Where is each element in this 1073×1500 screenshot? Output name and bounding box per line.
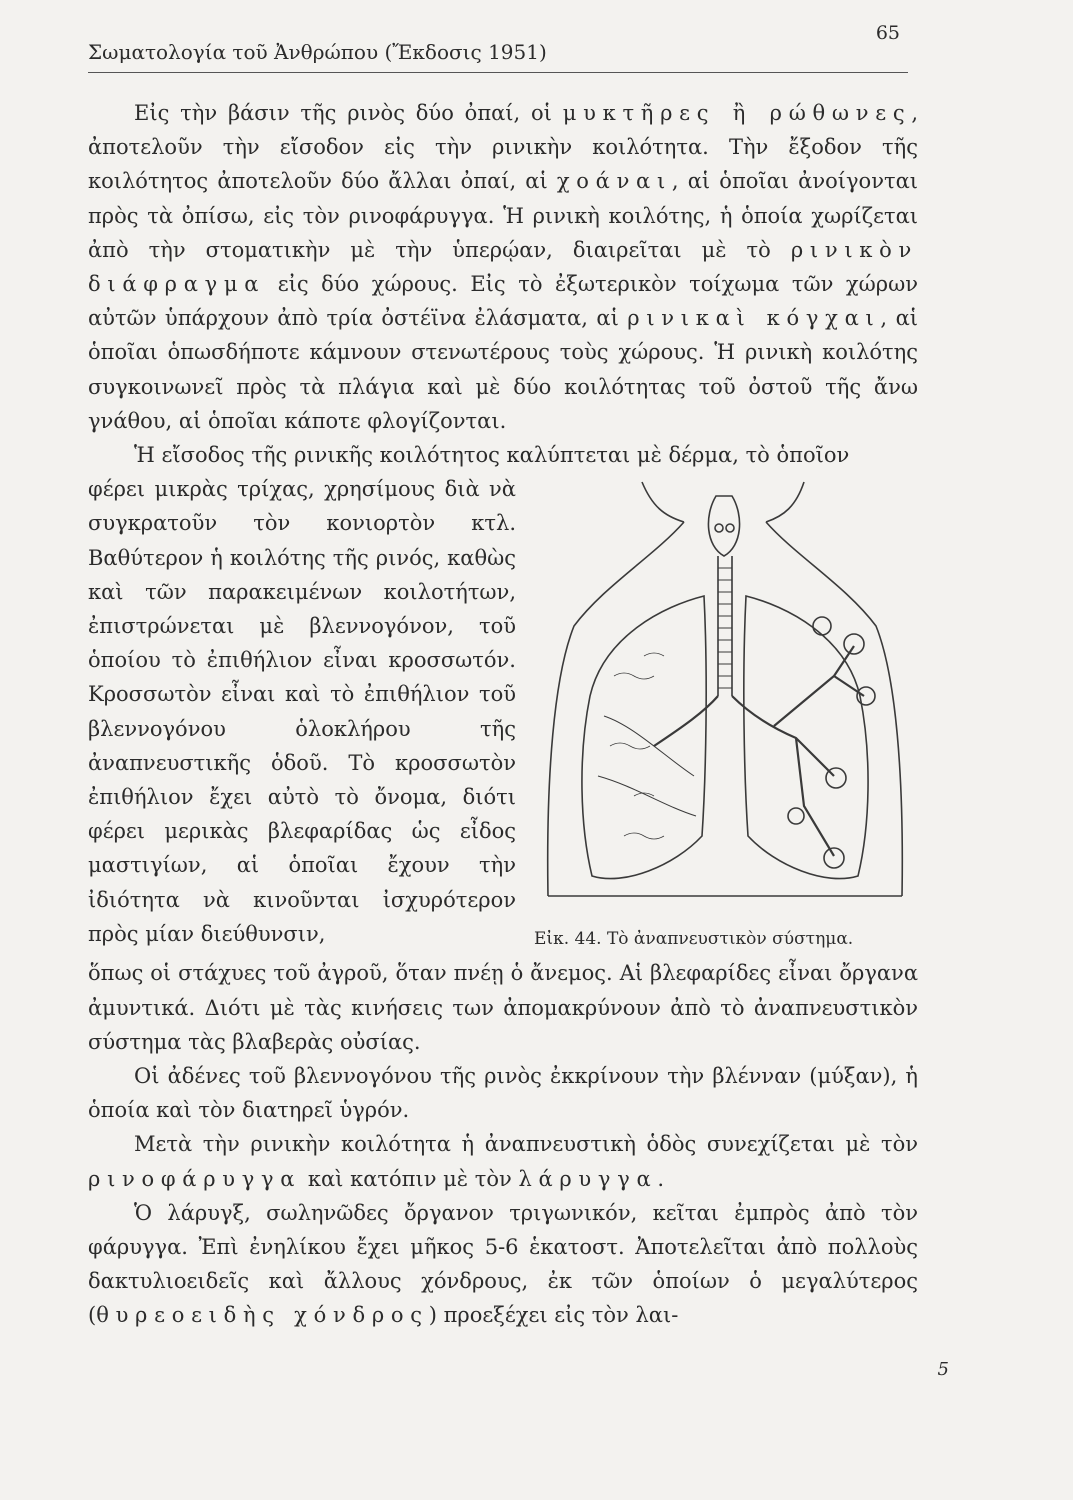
text-run: Εἰς τὴν βάσιν τῆς ρινὸς δύο ὀπαί, οἱ (134, 101, 563, 125)
paragraph-entrance-first-line: Ἡ εἴσοδος τῆς ρινικῆς κοιλότητος καλύπτεται μὲ δέρμα, τὸ ὁποῖον (134, 443, 850, 468)
text-run: εἰς δύο χώρους. Εἰς τὸ ἐξωτερικὸν τοίχωμα τῶν χώρων αὐτῶν ὑπάρχουν ἀπὸ τρία ὀστέϊνα ἐλάσματα, αἱ (88, 272, 918, 331)
paragraph-mucous-glands: Οἱ ἀδένες τοῦ βλεννογόνου τῆς ρινὸς ἐκκρίνουν τὴν βλένναν (μύξαν), ἡ ὁποία καὶ τὸν διατηρεῖ ὑγρόν. (88, 1064, 918, 1123)
text-run: ) προεξέχει εἰς τὸν λαι- (428, 1303, 679, 1328)
neck-outline (642, 482, 684, 522)
spaced-term: χοάναι (556, 169, 672, 194)
paragraph-airway-continues (88, 1127, 918, 1195)
spaced-term: θυρεοειδὴς χόνδρος (96, 1303, 429, 1328)
spaced-term: λάρυγγα (518, 1166, 658, 1191)
text-run: . (657, 1166, 665, 1191)
text-run: , αἱ ὁποῖαι ἀνοίγονται πρὸς τὰ ὀπίσω, εἰς τὸν ρινοφάρυγγα. Ἡ ρινικὴ κοιλότης, ἡ ὁποία χωρίζεται ἀπὸ τὴν στοματικὴν μὲ τὴν ὑπερῴαν, διαιρεῖται μὲ τὸ (88, 169, 918, 262)
text-run: Μετὰ τὴν ρινικὴν κοιλότητα ἡ ἀναπνευστικὴ ὁδὸς συνεχίζεται μὲ τὸν (134, 1132, 918, 1157)
spaced-term: μυκτῆρες ἢ ρώθωνες (562, 101, 912, 125)
spaced-term: ρινικαὶ κόγχαι (627, 306, 881, 331)
bronchi (654, 646, 864, 856)
text-figure-row (88, 472, 918, 956)
text-run: , ἀποτελοῦν τὴν εἴσοδον εἰς τὴν ρινικὴν κοιλότητα. Τὴν ἔξοδον τῆς κοιλότητος ἀποτελοῦν δύο ἄλλαι ὀπαί, αἱ (88, 101, 919, 194)
paragraph-wrapped-text: φέρει μικρὰς τρίχας, χρησίμους διὰ νὰ συγκρατοῦν τὸν κονιορτὸν κτλ. Βαθύτερον ἡ κοιλότης τῆς ρινός, καθὼς καὶ τῶν παρακειμένων κοιλοτήτων, ἐπιστρώνεται μὲ βλεννογόνον, τοῦ ὁποίου τὸ ἐπιθήλιον εἶναι κροσσωτόν. Κροσσωτὸν εἶναι καὶ τὸ ἐπιθήλιον τοῦ βλεννογόνου ὁλοκλήρου τῆς ἀναπνευστικῆς ὁδοῦ. Τὸ κροσσωτὸν ἐπιθήλιον ἔχει αὐτὸ τὸ ὄνομα, διότι φέρει μερικὰς βλεφαρίδας ὡς εἶδος μαστιγίων, αἱ ὁποῖαι ἔχουν τὴν ἰδιότητα νὰ κινοῦνται ἰσχυρότερον πρὸς μίαν διεύθυνσιν, (88, 477, 516, 946)
text-run: καὶ κατόπιν μὲ τὸν (301, 1166, 519, 1191)
trachea (718, 556, 732, 696)
body-text (88, 96, 918, 1333)
paragraph-cilia-continued: ὅπως οἱ στάχυες τοῦ ἀγροῦ, ὅταν πνέῃ ὁ ἄνεμος. Αἱ βλεφαρίδες εἶναι ὄργανα ἀμυντικά. Διότι μὲ τὰς κινήσεις των ἀπομακρύνουν ἀπὸ τὸ ἀναπνευστικὸν σύστημα τὰς βλαβερὰς οὐσίας. (88, 961, 918, 1054)
spaced-term: ρινοφάρυγγα (88, 1166, 302, 1191)
running-title: Σωματολογία τοῦ Ἀνθρώπου (Ἔκδοσις 1951) (88, 40, 547, 64)
right-lung (744, 596, 868, 879)
running-header (88, 22, 908, 73)
figure-44 (534, 476, 918, 956)
chest-wall (548, 522, 684, 896)
larynx (708, 496, 739, 556)
respiratory-system-illustration (534, 476, 918, 916)
figure-caption: Εἰκ. 44. Τὸ ἀναπνευστικὸν σύστημα. (534, 929, 854, 950)
paragraph-nose-anatomy (88, 96, 918, 438)
spaced-term: ρινικὸν διάφραγμα (88, 237, 918, 297)
paragraph-larynx (88, 1196, 918, 1333)
page-number: 65 (875, 22, 900, 44)
text-run: Ὁ λάρυγξ, σωληνῶδες ὄργανον τριγωνικόν, κεῖται ἐμπρὸς ἀπὸ τὸν φάρυγγα. Ἐπὶ ἐνηλίκου ἔχει μῆκος 5-6 ἑκατοστ. Ἀποτελεῖται ἀπὸ πολλοὺς δακτυλιοειδεῖς καὶ ἄλλους χόνδρους, ἐκ τῶν ὁποίων ὁ μεγαλύτερος ( (88, 1200, 918, 1328)
text-run: , αἱ ὁποῖαι ὁπωσδήποτε κάμνουν στενωτέρους τοὺς χώρους. Ἡ ρινικὴ κοιλότης συγκοινωνεῖ πρὸς τὰ πλάγια καὶ μὲ δύο κοιλότητας τοῦ ὀστοῦ τῆς ἄνω γνάθου, αἱ ὁποῖαι κάποτε φλογίζονται. (88, 306, 918, 433)
signature-mark: 5 (937, 1359, 949, 1380)
